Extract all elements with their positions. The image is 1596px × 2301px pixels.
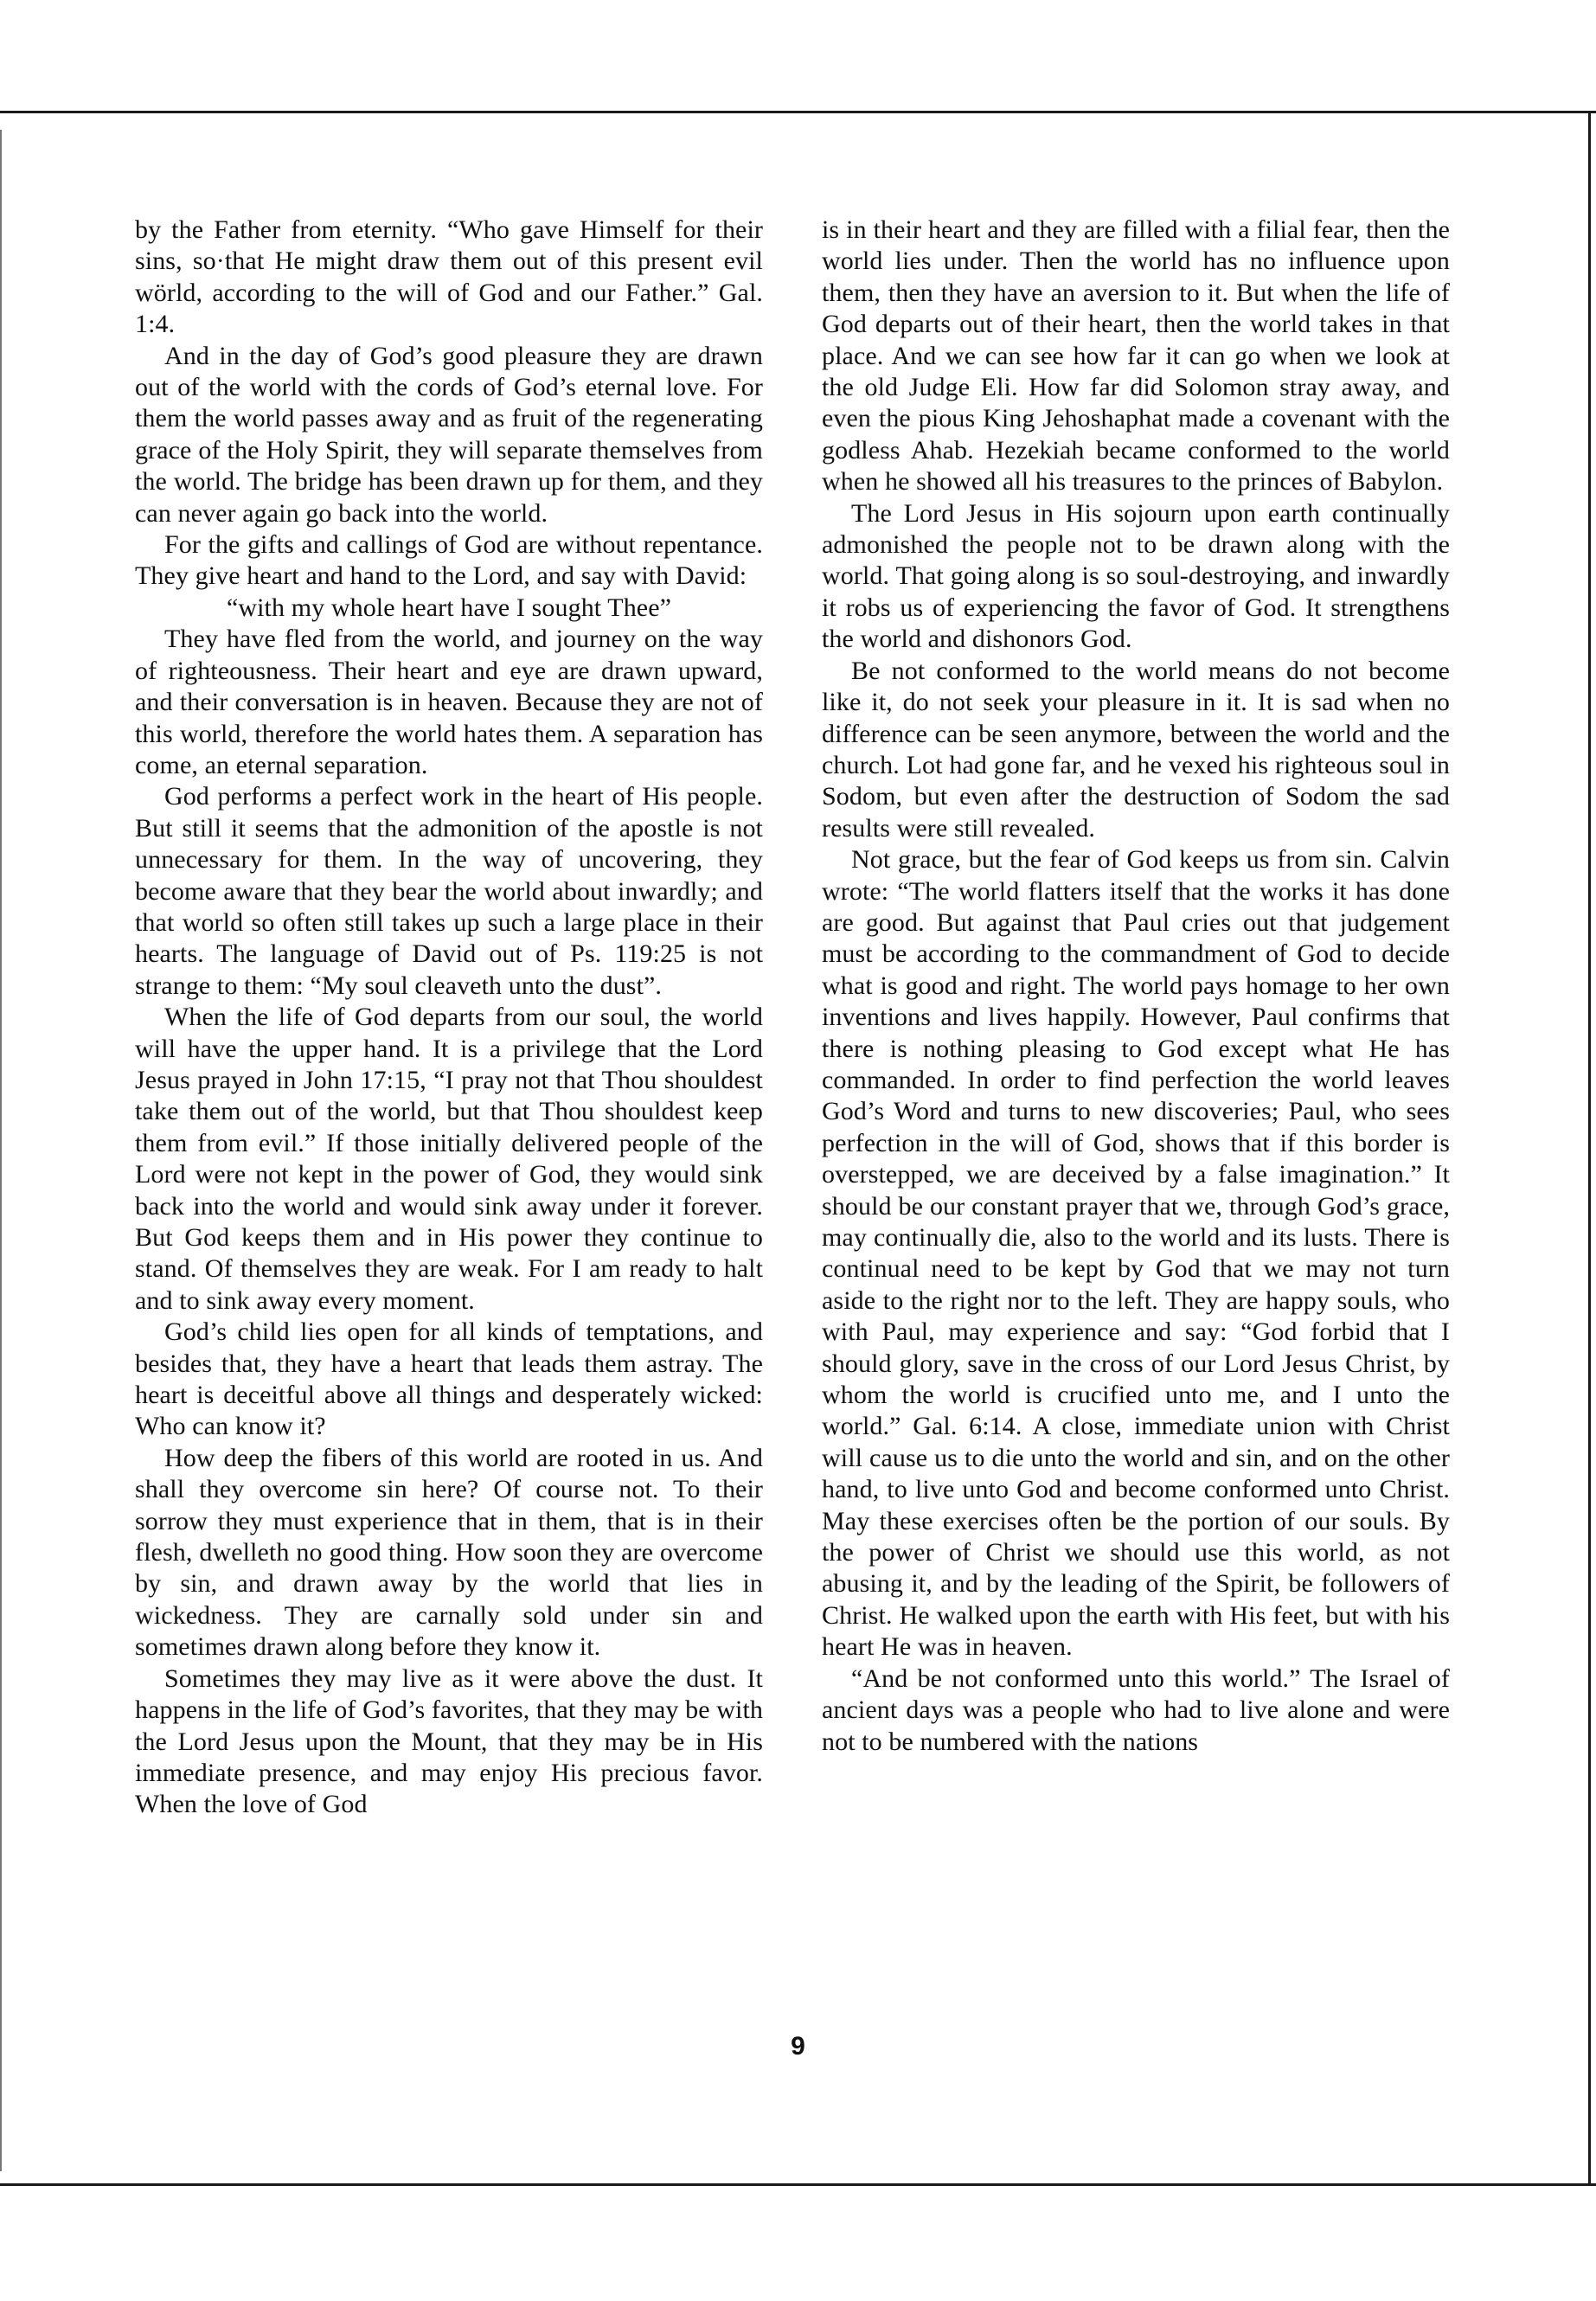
paragraph: They have fled from the world, and journey on the way of righteousness. Their heart and eye are drawn upward, and their conversation is in heaven. Because they are not of this world, therefore the world hates them. A separation has come, an eternal separation. bbox=[135, 625, 763, 779]
left-text-column bbox=[135, 215, 763, 2014]
right-text-column bbox=[822, 215, 1450, 2014]
paragraph: Be not conformed to the world means do not become like it, do not seek your pleasure in it. It is sad when no difference can be seen anymore, between the world and the church. Lot had gone far, and he vexed his righteous soul in Sodom, but even after the destruction of Sodom the sad results were still revealed. bbox=[822, 656, 1450, 843]
paragraph: God’s child lies open for all kinds of temptations, and besides that, they have a heart that leads them astray. The heart is deceitful above all things and desperately wicked: Who can know it? bbox=[135, 1317, 763, 1441]
paragraph: How deep the fibers of this world are rooted in us. And shall they overcome sin here? Of course not. To their sorrow they must experience that in them, that is in their flesh, dwelleth no good thing. How soon they are overcome by sin, and drawn away by the world that lies in wickedness. They are carnally sold under sin and sometimes drawn along before they know it. bbox=[135, 1443, 763, 1662]
paragraph-continued: by the Father from eternity. “Who gave Himself for their sins, so·that He might draw them out of this present evil wörld, according to the will of God and our Father.” Gal. 1:4. bbox=[135, 215, 763, 339]
scan-border-right bbox=[1588, 111, 1591, 2186]
paragraph: “And be not conformed unto this world.” The Israel of ancient days was a people who had to live alone and were not to be numbered with the nations bbox=[822, 1663, 1450, 1756]
paragraph: And in the day of God’s good pleasure they are drawn out of the world with the cords of God’s eternal love. For them the world passes away and as fruit of the regenerating grace of the Holy Spirit, they will separate themselves from the world. The bridge has been drawn up for them, and they can never again go back into the world. bbox=[135, 341, 763, 528]
psalm-quote: “with my whole heart have I sought Thee” bbox=[226, 593, 672, 622]
scan-border-top bbox=[0, 111, 1596, 113]
scan-border-bottom bbox=[0, 2183, 1596, 2186]
page-number: 9 bbox=[791, 2032, 805, 2061]
paragraph: When the life of God departs from our soul, the world will have the upper hand. It is a privilege that the Lord Jesus prayed in John 17:15, “I pray not that Thou shouldest take them out of the world, but that Thou shouldest keep them from evil.” If those initially delivered people of the Lord were not kept in the power of God, they would sink back into the world and would sink away under it forever. But God keeps them and in His power they continue to stand. Of themselves they are weak. For I am ready to halt and to sink away every moment. bbox=[135, 1003, 763, 1315]
paragraph: Sometimes they may live as it were above the dust. It happens in the life of God’s favorites, that they may be with the Lord Jesus upon the Mount, that they may be in His immediate presence, and may enjoy His precious favor. When the love of God bbox=[135, 1663, 763, 1819]
paragraph-continued: is in their heart and they are filled with a filial fear, then the world lies under. Then the world has no influence upon them, then they have an aversion to it. But when the life of God departs out of their heart, then the world takes in that place. And we can see how far it can go when we look at the old Judge Eli. How far did Solomon stray away, and even the pious King Jehoshaphat made a covenant with the godless Ahab. Hezekiah became conformed to the world when he showed all his treasures to the princes of Babylon. bbox=[822, 215, 1450, 497]
paragraph: God performs a perfect work in the heart of His people. But still it seems that the admonition of the apostle is not unnecessary for them. In the way of uncovering, they become aware that they bear the world about inwardly; and that world so often still takes up such a large place in their hearts. The language of David out of Ps. 119:25 is not strange to them: “My soul cleaveth unto the dust”. bbox=[135, 782, 763, 1000]
paragraph: The Lord Jesus in His sojourn upon earth continually admonished the people not to be drawn along with the world. That going along is so soul-destroying, and inwardly it robs us of experiencing the favor of God. It strengthens the world and dishonors God. bbox=[822, 498, 1450, 654]
scan-border-left bbox=[0, 130, 2, 2171]
paragraph: Not grace, but the fear of God keeps us from sin. Calvin wrote: “The world flatters itself that the works it has done are good. But against that Paul cries out that judgement must be according to the commandment of God to decide what is good and right. The world pays homage to her own inventions and lives happily. However, Paul confirms that there is nothing pleasing to God except what He has commanded. In order to find perfection the world leaves God’s Word and turns to new discoveries; Paul, who sees perfection in the will of God, shows that if this border is overstepped, we are deceived by a false imagination.” It should be our constant prayer that we, through God’s grace, may continually die, also to the world and its lusts. There is continual need to be kept by God that we may not turn aside to the right nor to the left. They are happy souls, who with Paul, may experience and say: “God forbid that I should glory, save in the cross of our Lord Jesus Christ, by whom the world is crucified unto me, and I unto the world.” Gal. 6:14. A close, immediate union with Christ will cause us to die unto the world and sin, and on the other hand, to live unto God and become conformed unto Christ. May these exercises often be the portion of our souls. By the power of Christ we should use this world, as not abusing it, and by the leading of the Spirit, be followers of Christ. He walked upon the earth with His feet, but with his heart He was in heaven. bbox=[822, 845, 1450, 1662]
paragraph: For the gifts and callings of God are without repentance. They give heart and hand to the Lord, and say with David: bbox=[135, 530, 763, 591]
